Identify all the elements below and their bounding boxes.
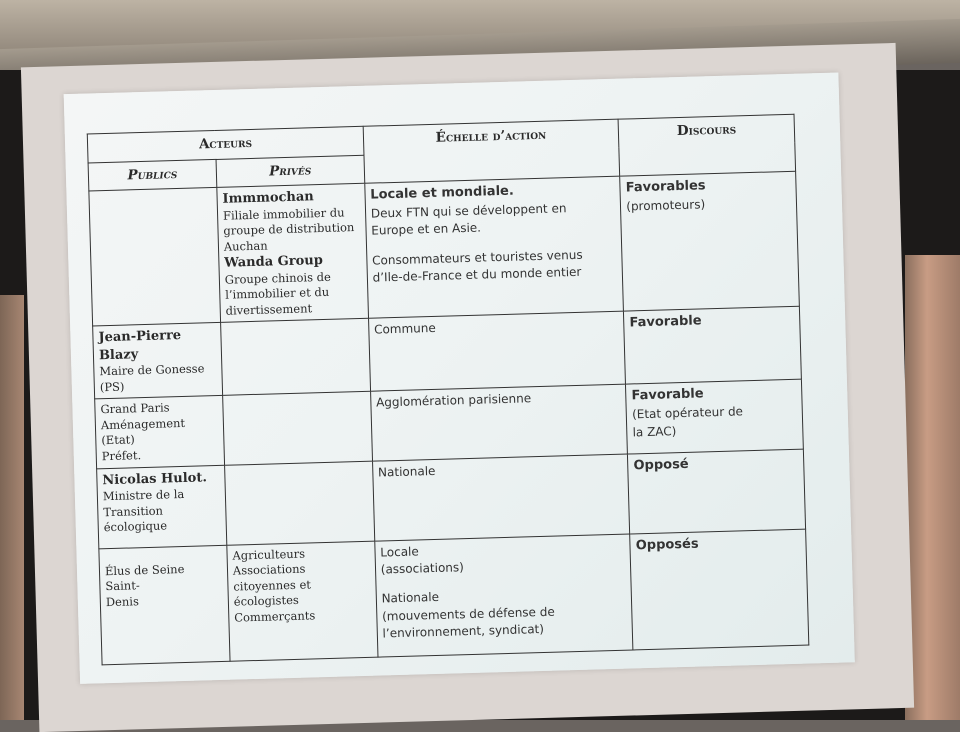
cell-line: (Etat opérateur de	[631, 404, 744, 422]
projection-screen	[21, 43, 914, 732]
cell-line: (mouvements de défense de	[381, 604, 555, 624]
table-row	[99, 529, 809, 665]
left-wall-panel	[0, 295, 24, 720]
cell-discours	[626, 380, 804, 454]
cell-line: divertissement	[225, 301, 313, 318]
cell-line: Nicolas Hulot.	[102, 469, 208, 488]
cell-line: Europe et en Asie.	[371, 220, 482, 238]
cell-line: Transition	[103, 503, 164, 519]
header-acteurs: Acteurs	[87, 126, 363, 162]
cell-line: (associations)	[380, 560, 465, 577]
header-discours: Discours	[618, 114, 795, 176]
cell-publics	[93, 323, 223, 400]
cell-echelle	[364, 176, 623, 318]
cell-publics	[99, 545, 230, 665]
cell-line: Favorable	[629, 313, 702, 331]
cell-line: Nationale	[377, 463, 436, 480]
cell-echelle	[370, 385, 627, 461]
cell-line: Denis	[105, 593, 140, 609]
cell-line: Deux FTN qui se développent en	[370, 201, 567, 221]
cell-line: Nationale	[381, 590, 440, 606]
cell-line: Wanda Group	[224, 253, 324, 271]
cell-line: Favorable	[631, 386, 704, 404]
cell-line: Ministre de la	[102, 486, 185, 504]
cell-publics	[97, 465, 227, 549]
slide	[64, 73, 855, 684]
cell-line: citoyennes et	[233, 576, 312, 594]
cell-line: Grand Paris	[100, 400, 170, 417]
cell-line: l’immobilier et du	[225, 285, 330, 303]
actors-table	[87, 114, 810, 665]
table-row	[89, 171, 799, 326]
cell-line: Commune	[373, 321, 436, 337]
header-echelle: Échelle d’action	[363, 119, 620, 183]
cell-prives	[227, 541, 378, 661]
cell-line: Agglomération parisienne	[375, 391, 532, 410]
cell-line: Associations	[232, 561, 306, 578]
right-wall-panel	[905, 255, 960, 720]
cell-echelle	[374, 534, 633, 657]
cell-line: Opposés	[635, 536, 699, 553]
cell-line: Filiale immobilier du	[222, 205, 345, 223]
cell-echelle	[368, 311, 625, 391]
cell-line: Immmochan	[222, 189, 314, 207]
cell-line: Préfet.	[101, 448, 142, 464]
cell-discours	[630, 529, 809, 650]
cell-line: (Etat)	[101, 432, 135, 448]
cell-prives	[223, 392, 373, 465]
cell-line: la ZAC)	[632, 423, 677, 440]
cell-line: Locale	[380, 543, 419, 559]
cell-echelle	[372, 454, 630, 541]
header-prives: Privés	[216, 155, 365, 188]
cell-discours	[628, 449, 806, 534]
cell-line: Jean-Pierre Blazy	[98, 328, 182, 364]
cell-line: d’Ile-de-France et du monde entier	[372, 264, 582, 285]
cell-line: l’environnement, syndicat)	[382, 622, 545, 641]
cell-line: (PS)	[99, 379, 125, 395]
cell-line: Commerçants	[234, 607, 316, 625]
cell-publics	[89, 188, 221, 327]
cell-prives	[220, 319, 370, 396]
cell-line: Agriculteurs	[232, 546, 306, 563]
cell-line: (promoteurs)	[626, 197, 706, 214]
cell-line: Élus de Seine Saint-	[104, 561, 185, 594]
cell-line: Maire de Gonesse	[99, 361, 205, 379]
cell-discours	[624, 307, 802, 385]
cell-prives	[217, 183, 369, 322]
cell-line: Favorables	[625, 178, 706, 196]
header-row	[87, 114, 795, 162]
cell-line: écologique	[103, 518, 168, 535]
cell-line: groupe de distribution	[223, 220, 355, 238]
cell-line: Consommateurs et touristes venus	[371, 247, 583, 268]
cell-line: Opposé	[633, 456, 689, 473]
cell-publics	[95, 396, 225, 469]
cell-line: Aménagement	[100, 415, 186, 433]
cell-line: écologistes	[233, 592, 299, 609]
cell-prives	[224, 461, 374, 545]
table-body	[89, 171, 809, 664]
cell-line: Auchan	[223, 238, 268, 254]
header-publics: Publics	[88, 159, 217, 191]
cell-discours	[620, 171, 799, 311]
cell-line: Locale et mondiale.	[370, 183, 515, 203]
cell-line: Groupe chinois de	[224, 269, 332, 287]
